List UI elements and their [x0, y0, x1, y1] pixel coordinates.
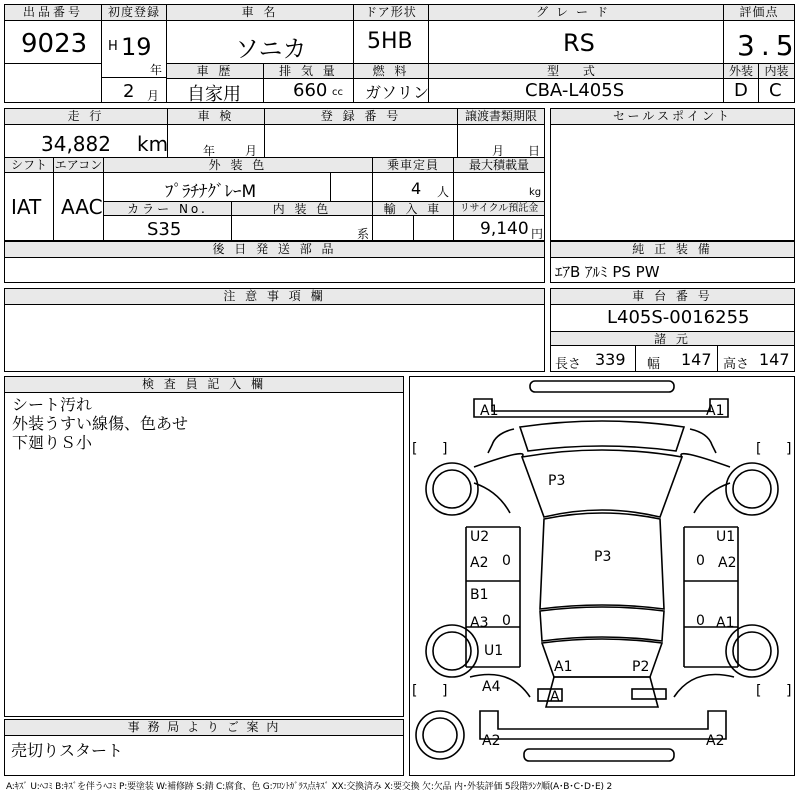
lot-number: 9023 — [21, 29, 88, 59]
lot-label: 出品番号 — [5, 5, 101, 21]
inspection-label: 車 検 — [168, 109, 264, 125]
side-frames — [466, 527, 738, 667]
inspector-box — [4, 376, 404, 717]
damage-mark: B1 — [470, 587, 489, 603]
inspector-label: 検 査 員 記 入 欄 — [5, 377, 403, 393]
car-name: ソニカ — [235, 35, 307, 63]
damage-mark: A1 — [716, 615, 735, 631]
specs-label: 諸 元 — [551, 332, 794, 346]
hood — [522, 450, 682, 517]
damage-marks — [412, 403, 791, 749]
capacity: 4 — [411, 179, 422, 198]
ext-score-label: 外装 — [724, 64, 758, 79]
damage-mark: U1 — [716, 529, 736, 545]
reg-no-label: 登 録 番 号 — [265, 109, 457, 125]
max-load-label: 最大積載量 — [454, 158, 544, 173]
sales-point-box — [550, 108, 795, 241]
int-score-label: 内装 — [759, 64, 794, 79]
aircon-label: エアコン — [54, 158, 103, 172]
legend: A:ｷｽﾞ U:ﾍｺﾐ B:ｷｽﾞを伴うﾍｺﾐ P:要塗装 W:補修跡 S:錆 C:腐食、色 G:ﾌﾛﾝﾄｶﾞﾗｽ点ｷｽﾞ XX:交換済み X:要交換 欠:欠品 内･外装評価 5段階ﾗﾝｸ順(A･B･C･D･E) 2 — [6, 782, 612, 792]
damage-mark: A2 — [718, 555, 737, 571]
history-label: 車 歴 — [167, 64, 263, 79]
damage-mark: A2 — [470, 555, 489, 571]
first-reg-month: 2 — [123, 81, 135, 102]
bracket-mark: ] — [786, 441, 792, 457]
right-side-lines — [684, 527, 738, 667]
header-table — [4, 4, 800, 105]
fuel: ガソリン — [365, 83, 430, 102]
damage-mark: U1 — [484, 643, 504, 659]
damage-mark: A2 — [706, 733, 725, 749]
notes-box — [4, 288, 545, 372]
bracket-mark: ] — [442, 683, 448, 699]
transfer-label: 譲渡書類期限 — [458, 109, 544, 125]
chassis-number: L405S-0016255 — [607, 307, 750, 328]
import-label: 輸 入 車 — [373, 202, 453, 216]
recycle-unit: 円 — [531, 227, 544, 241]
fender-lines — [474, 454, 730, 467]
equipment-label: 純 正 装 備 — [551, 242, 794, 258]
capacity-label: 乗車定員 — [373, 158, 453, 173]
ext-color: ﾌﾟﾗﾁﾅｸﾞﾚｰM — [165, 182, 257, 202]
bracket-mark: [ — [412, 683, 418, 699]
zero-mark: 0 — [696, 613, 705, 629]
grade-label: グレード — [429, 5, 723, 21]
max-load-unit: kg — [529, 187, 542, 198]
ext-color-label: 外 装 色 — [104, 158, 372, 173]
later-parts-label: 後 日 発 送 部 品 — [5, 242, 544, 258]
first-reg-month-unit: 月 — [147, 89, 160, 103]
office-box — [4, 719, 404, 776]
rear-bumper — [480, 711, 726, 739]
damage-mark: A3 — [470, 615, 489, 631]
bracket-mark: ] — [442, 441, 448, 457]
capacity-unit: 人 — [437, 185, 450, 199]
mileage: 34,882 — [41, 132, 111, 156]
car-name-label: 車 名 — [167, 5, 353, 21]
model-code: CBA-L405S — [525, 80, 625, 101]
right-front-line — [690, 429, 716, 453]
bracket-mark: ] — [786, 683, 792, 699]
inspection-year-unit: 年 — [203, 144, 216, 158]
front-spoiler — [530, 381, 674, 392]
recycle-label: リサイクル預託金 — [454, 202, 544, 216]
door-type: 5HB — [367, 29, 413, 54]
damage-mark: A2 — [482, 733, 501, 749]
int-color-unit: 系 — [357, 227, 370, 241]
damage-mark: A1 — [706, 403, 725, 419]
office-message: 売切りスタート — [11, 741, 124, 760]
rear-fender-curves — [470, 675, 734, 698]
door-label: ドア形状 — [354, 5, 428, 21]
front-grille — [520, 421, 684, 451]
mileage-unit: km — [137, 132, 169, 156]
displacement-unit: cc — [332, 87, 343, 98]
displacement-label: 排 気 量 — [264, 64, 353, 79]
width-label: 幅 — [647, 357, 661, 372]
first-reg-era: H — [108, 39, 118, 54]
first-reg-year: 19 — [121, 33, 152, 61]
history: 自家用 — [187, 84, 241, 105]
grade: RS — [563, 29, 595, 57]
rear-spoiler — [524, 749, 674, 761]
color-no-label: カラー No. — [104, 202, 231, 216]
damage-mark: P3 — [594, 549, 612, 565]
length-value: 339 — [595, 350, 626, 369]
color-no: S35 — [147, 219, 182, 240]
chassis-box — [550, 288, 795, 372]
first-reg-label: 初度登録 — [102, 5, 166, 21]
sales-point-label: セールスポイント — [551, 109, 794, 125]
damage-mark: A — [550, 689, 560, 705]
detail-table — [4, 108, 545, 241]
shift-label: シフト — [5, 158, 53, 173]
front-bumper — [474, 399, 728, 417]
mileage-label: 走 行 — [5, 109, 167, 125]
ext-score: D — [734, 80, 748, 101]
damage-mark: A1 — [554, 659, 573, 675]
later-parts-box — [4, 241, 545, 283]
int-score: C — [769, 80, 782, 101]
damage-mark: P2 — [632, 659, 650, 675]
height-label: 高さ — [723, 357, 750, 372]
zero-mark: 0 — [502, 553, 511, 569]
office-label: 事 務 局 よ り ご 案 内 — [5, 720, 403, 736]
aircon: AAC — [61, 195, 103, 219]
equipment-box — [550, 241, 795, 283]
recycle: 9,140 — [480, 219, 529, 239]
inspection-month-unit: 月 — [245, 144, 258, 158]
score-label: 評価点 — [724, 5, 794, 21]
score: 3.5 — [737, 29, 800, 62]
damage-mark: A4 — [482, 679, 501, 695]
car-diagram-svg — [410, 377, 794, 775]
equipment-value: ｴｱB ｱﾙﾐ PS PW — [555, 263, 660, 281]
int-color-label: 内 装 色 — [232, 202, 372, 216]
left-front-line — [488, 429, 514, 453]
front-fender-curves — [474, 483, 730, 513]
roof — [540, 607, 664, 641]
damage-mark: U2 — [470, 529, 490, 545]
damage-mark: P3 — [548, 473, 566, 489]
height-value: 147 — [759, 350, 790, 369]
notes-label: 注 意 事 項 欄 — [5, 289, 544, 305]
zero-mark: 0 — [696, 553, 705, 569]
damage-mark: A1 — [480, 403, 499, 419]
fuel-label: 燃 料 — [354, 64, 428, 79]
first-reg-year-unit: 年 — [150, 63, 163, 77]
shift: IAT — [11, 195, 42, 219]
chassis-label: 車 台 番 号 — [551, 289, 794, 305]
bracket-mark: [ — [756, 441, 762, 457]
inspector-notes: シート汚れ 外装うすい線傷、色あせ 下廻りＳ小 — [12, 395, 189, 452]
width-value: 147 — [681, 350, 712, 369]
transfer-day-unit: 日 — [528, 144, 541, 158]
zero-mark: 0 — [502, 613, 511, 629]
bracket-mark: [ — [756, 683, 762, 699]
length-label: 長さ — [555, 357, 582, 372]
transfer-month-unit: 月 — [492, 144, 505, 158]
car-diagram — [409, 376, 795, 776]
displacement: 660 — [293, 80, 328, 101]
bracket-mark: [ — [412, 441, 418, 457]
tail-plate-right — [632, 689, 666, 699]
model-code-label: 型 式 — [429, 64, 723, 79]
